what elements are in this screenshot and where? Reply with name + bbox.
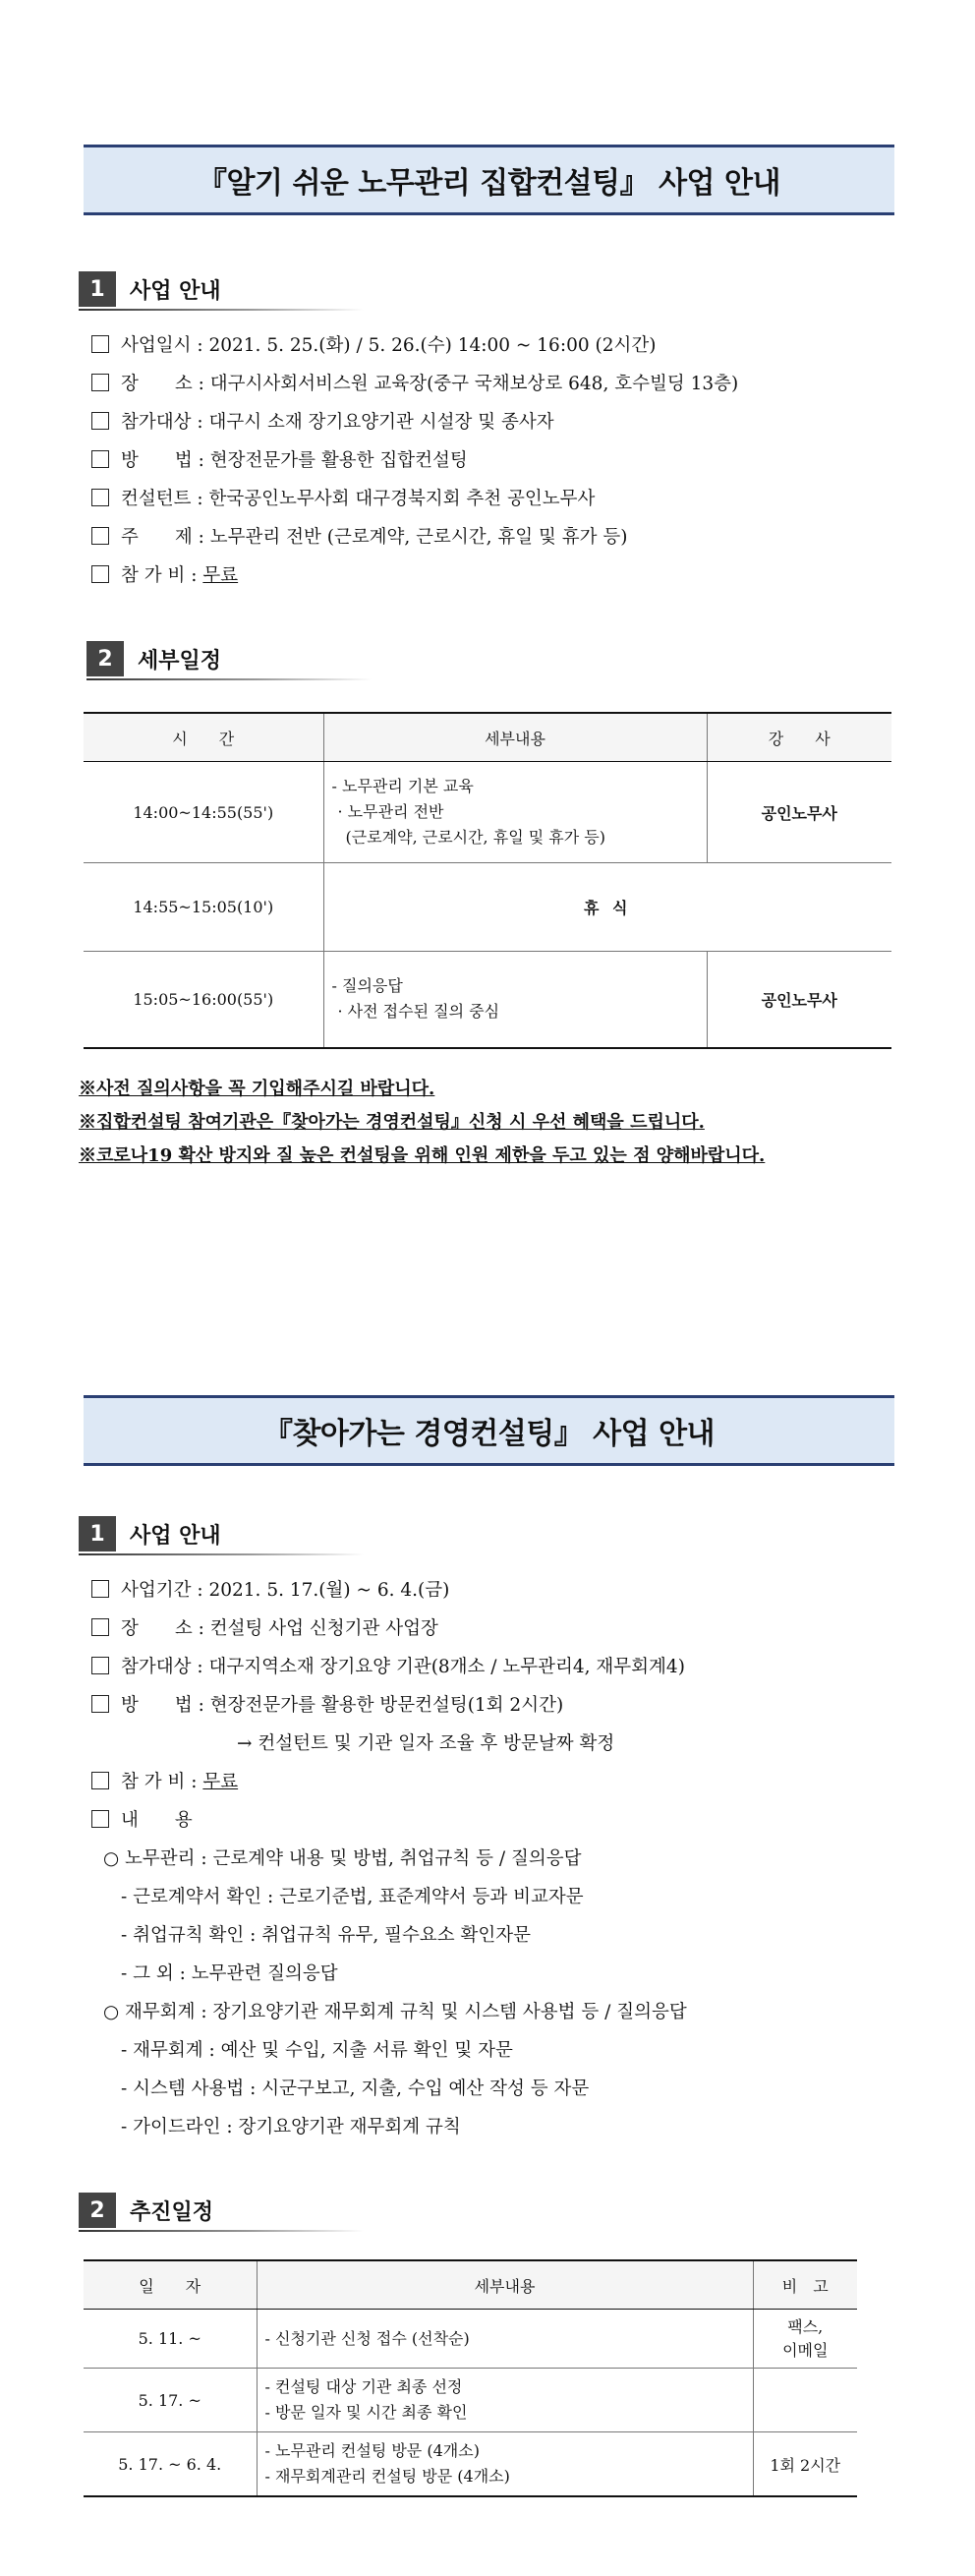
column-header: 시 간 [84,713,323,762]
heading-underline [86,678,372,680]
break-cell: 휴 식 [323,863,891,952]
date-cell: 5. 11. ~ [84,2310,257,2369]
column-header: 일 자 [84,2260,257,2310]
checkbox-icon [91,527,109,545]
checkbox-icon [91,1695,109,1713]
checkbox-icon [91,335,109,353]
content-item-dash: - 재무회계 : 예산 및 수입, 지출 서류 확인 및 자문 [121,2040,513,2061]
detail-cell: - 노무관리 컨설팅 방문 (4개소) - 재무회계관리 컨설팅 방문 (4개소) [257,2432,753,2497]
table-row [84,2369,857,2432]
list-item: 주 제 : 노무관리 전반 (근로계약, 근로시간, 휴일 및 휴가 등) [91,518,738,556]
list-item: 장 소 : 컨설팅 사업 신청기관 사업장 [91,1610,687,1648]
section-number: 1 [79,271,116,307]
checkbox-icon [91,412,109,430]
table-header-row [84,2260,857,2310]
table-header-row [84,713,891,762]
section-number: 1 [79,1516,116,1551]
list-item: 참가대상 : 대구지역소재 장기요양 기관(8개소 / 노무관리4, 재무회계4) [91,1648,687,1686]
schedule-table-1 [84,712,891,1049]
section-heading-label: 사업 안내 [130,1523,221,1549]
section-heading-label: 추진일정 [130,2199,214,2225]
table-row [84,2310,857,2369]
checkbox-icon [91,374,109,391]
time-cell: 14:00~14:55(55') [84,762,323,863]
note-cell [753,2369,857,2432]
content-item-circle: ○ 재무회계 : 장기요양기관 재무회계 규칙 및 시스템 사용법 등 / 질의응답 [103,2002,687,2022]
section-heading-label: 사업 안내 [130,278,221,304]
content-item-circle: ○ 노무관리 : 근로계약 내용 및 방법, 취업규칙 등 / 질의응답 [103,1848,582,1869]
time-cell: 15:05~16:00(55') [84,952,323,1048]
date-cell: 5. 17. ~ [84,2369,257,2432]
section-heading-schedule-2 [79,2193,373,2228]
note-3: ※코로나19 확산 방지와 질 높은 컨설팅을 위해 인원 제한을 두고 있는 점 양해바랍니다. [79,1145,766,1166]
table-row [84,863,891,952]
fee-value: 무료 [202,565,239,586]
checkbox-icon [91,1810,109,1828]
note-1: ※사전 질의사항을 꼭 기입해주시길 바랍니다. [79,1079,435,1099]
list-item-fee: 참 가 비 : 무료 [91,556,738,595]
note-cell: 팩스, 이메일 [753,2310,857,2369]
checkbox-icon [91,1772,109,1789]
list-item: 참가대상 : 대구시 소재 장기요양기관 시설장 및 종사자 [91,403,738,441]
date-cell: 5. 17. ~ 6. 4. [84,2432,257,2497]
content-item-dash: - 취업규칙 확인 : 취업규칙 유무, 필수요소 확인자문 [121,1925,531,1946]
detail-cell: - 질의응답 · 사전 접수된 질의 중심 [323,952,707,1048]
content-item-dash: - 시스템 사용법 : 시군구보고, 지출, 수입 예산 작성 등 자문 [121,2078,590,2099]
table-row [84,952,891,1048]
content-item-dash: - 근로계약서 확인 : 근로기준법, 표준계약서 등과 비교자문 [121,1887,584,1907]
fee-value: 무료 [202,1772,239,1792]
column-header: 비 고 [753,2260,857,2310]
content-item-dash: - 가이드라인 : 장기요양기관 재무회계 규칙 [121,2117,461,2137]
page-title-2: 『찾아가는 경영컨설팅』 사업 안내 [84,1395,894,1466]
list-item-content: 내 용 [91,1801,687,1840]
heading-underline [79,1553,364,1555]
schedule-table-2 [84,2259,857,2497]
checkbox-icon [91,565,109,583]
lecturer-cell: 공인노무사 [707,762,891,863]
checkbox-icon [91,1618,109,1636]
section-heading-overview-2 [79,1516,373,1551]
list-item: 사업일시 : 2021. 5. 25.(화) / 5. 26.(수) 14:00 ~ 16:00 (2시간) [91,326,738,365]
checkbox-icon [91,1580,109,1598]
overview-list-2 [91,1571,687,2146]
time-cell: 14:55~15:05(10') [84,863,323,952]
page-title-1: 『알기 쉬운 노무관리 집합컨설팅』 사업 안내 [84,145,894,215]
section-number: 2 [86,641,124,676]
list-item: 사업기간 : 2021. 5. 17.(월) ~ 6. 4.(금) [91,1571,687,1610]
detail-cell: - 컨설팅 대상 기관 최종 선정 - 방문 일자 및 시간 최종 확인 [257,2369,753,2432]
list-subitem: → 컨설턴트 및 기관 일자 조율 후 방문날짜 확정 [237,1733,615,1754]
content-item-dash: - 그 외 : 노무관련 질의응답 [121,1963,338,1984]
heading-underline [79,2230,364,2232]
column-header: 세부내용 [257,2260,753,2310]
section-heading-label: 세부일정 [138,648,222,673]
checkbox-icon [91,1657,109,1674]
lecturer-cell: 공인노무사 [707,952,891,1048]
table-row [84,762,891,863]
column-header: 세부내용 [323,713,707,762]
list-item: 방 법 : 현장전문가를 활용한 방문컨설팅(1회 2시간) [91,1686,687,1725]
list-item: 방 법 : 현장전문가를 활용한 집합컨설팅 [91,441,738,480]
note-2: ※집합컨설팅 참여기관은『찾아가는 경영컨설팅』신청 시 우선 혜택을 드립니다. [79,1112,705,1133]
checkbox-icon [91,489,109,506]
detail-cell: - 신청기관 신청 접수 (선착순) [257,2310,753,2369]
list-item-fee: 참 가 비 : 무료 [91,1763,687,1801]
list-item: 컨설턴트 : 한국공인노무사회 대구경북지회 추천 공인노무사 [91,480,738,518]
overview-list-1 [91,326,738,595]
detail-cell: - 노무관리 기본 교육 · 노무관리 전반 (근로계약, 근로시간, 휴일 및 휴가 등) [323,762,707,863]
heading-underline [79,309,364,311]
table-row [84,2432,857,2497]
note-cell: 1회 2시간 [753,2432,857,2497]
section-number: 2 [79,2193,116,2228]
section-heading-schedule-1 [86,641,381,676]
column-header: 강 사 [707,713,891,762]
checkbox-icon [91,450,109,468]
list-item: 장 소 : 대구시사회서비스원 교육장(중구 국채보상로 648, 호수빌딩 13층) [91,365,738,403]
section-heading-overview-1 [79,271,373,307]
